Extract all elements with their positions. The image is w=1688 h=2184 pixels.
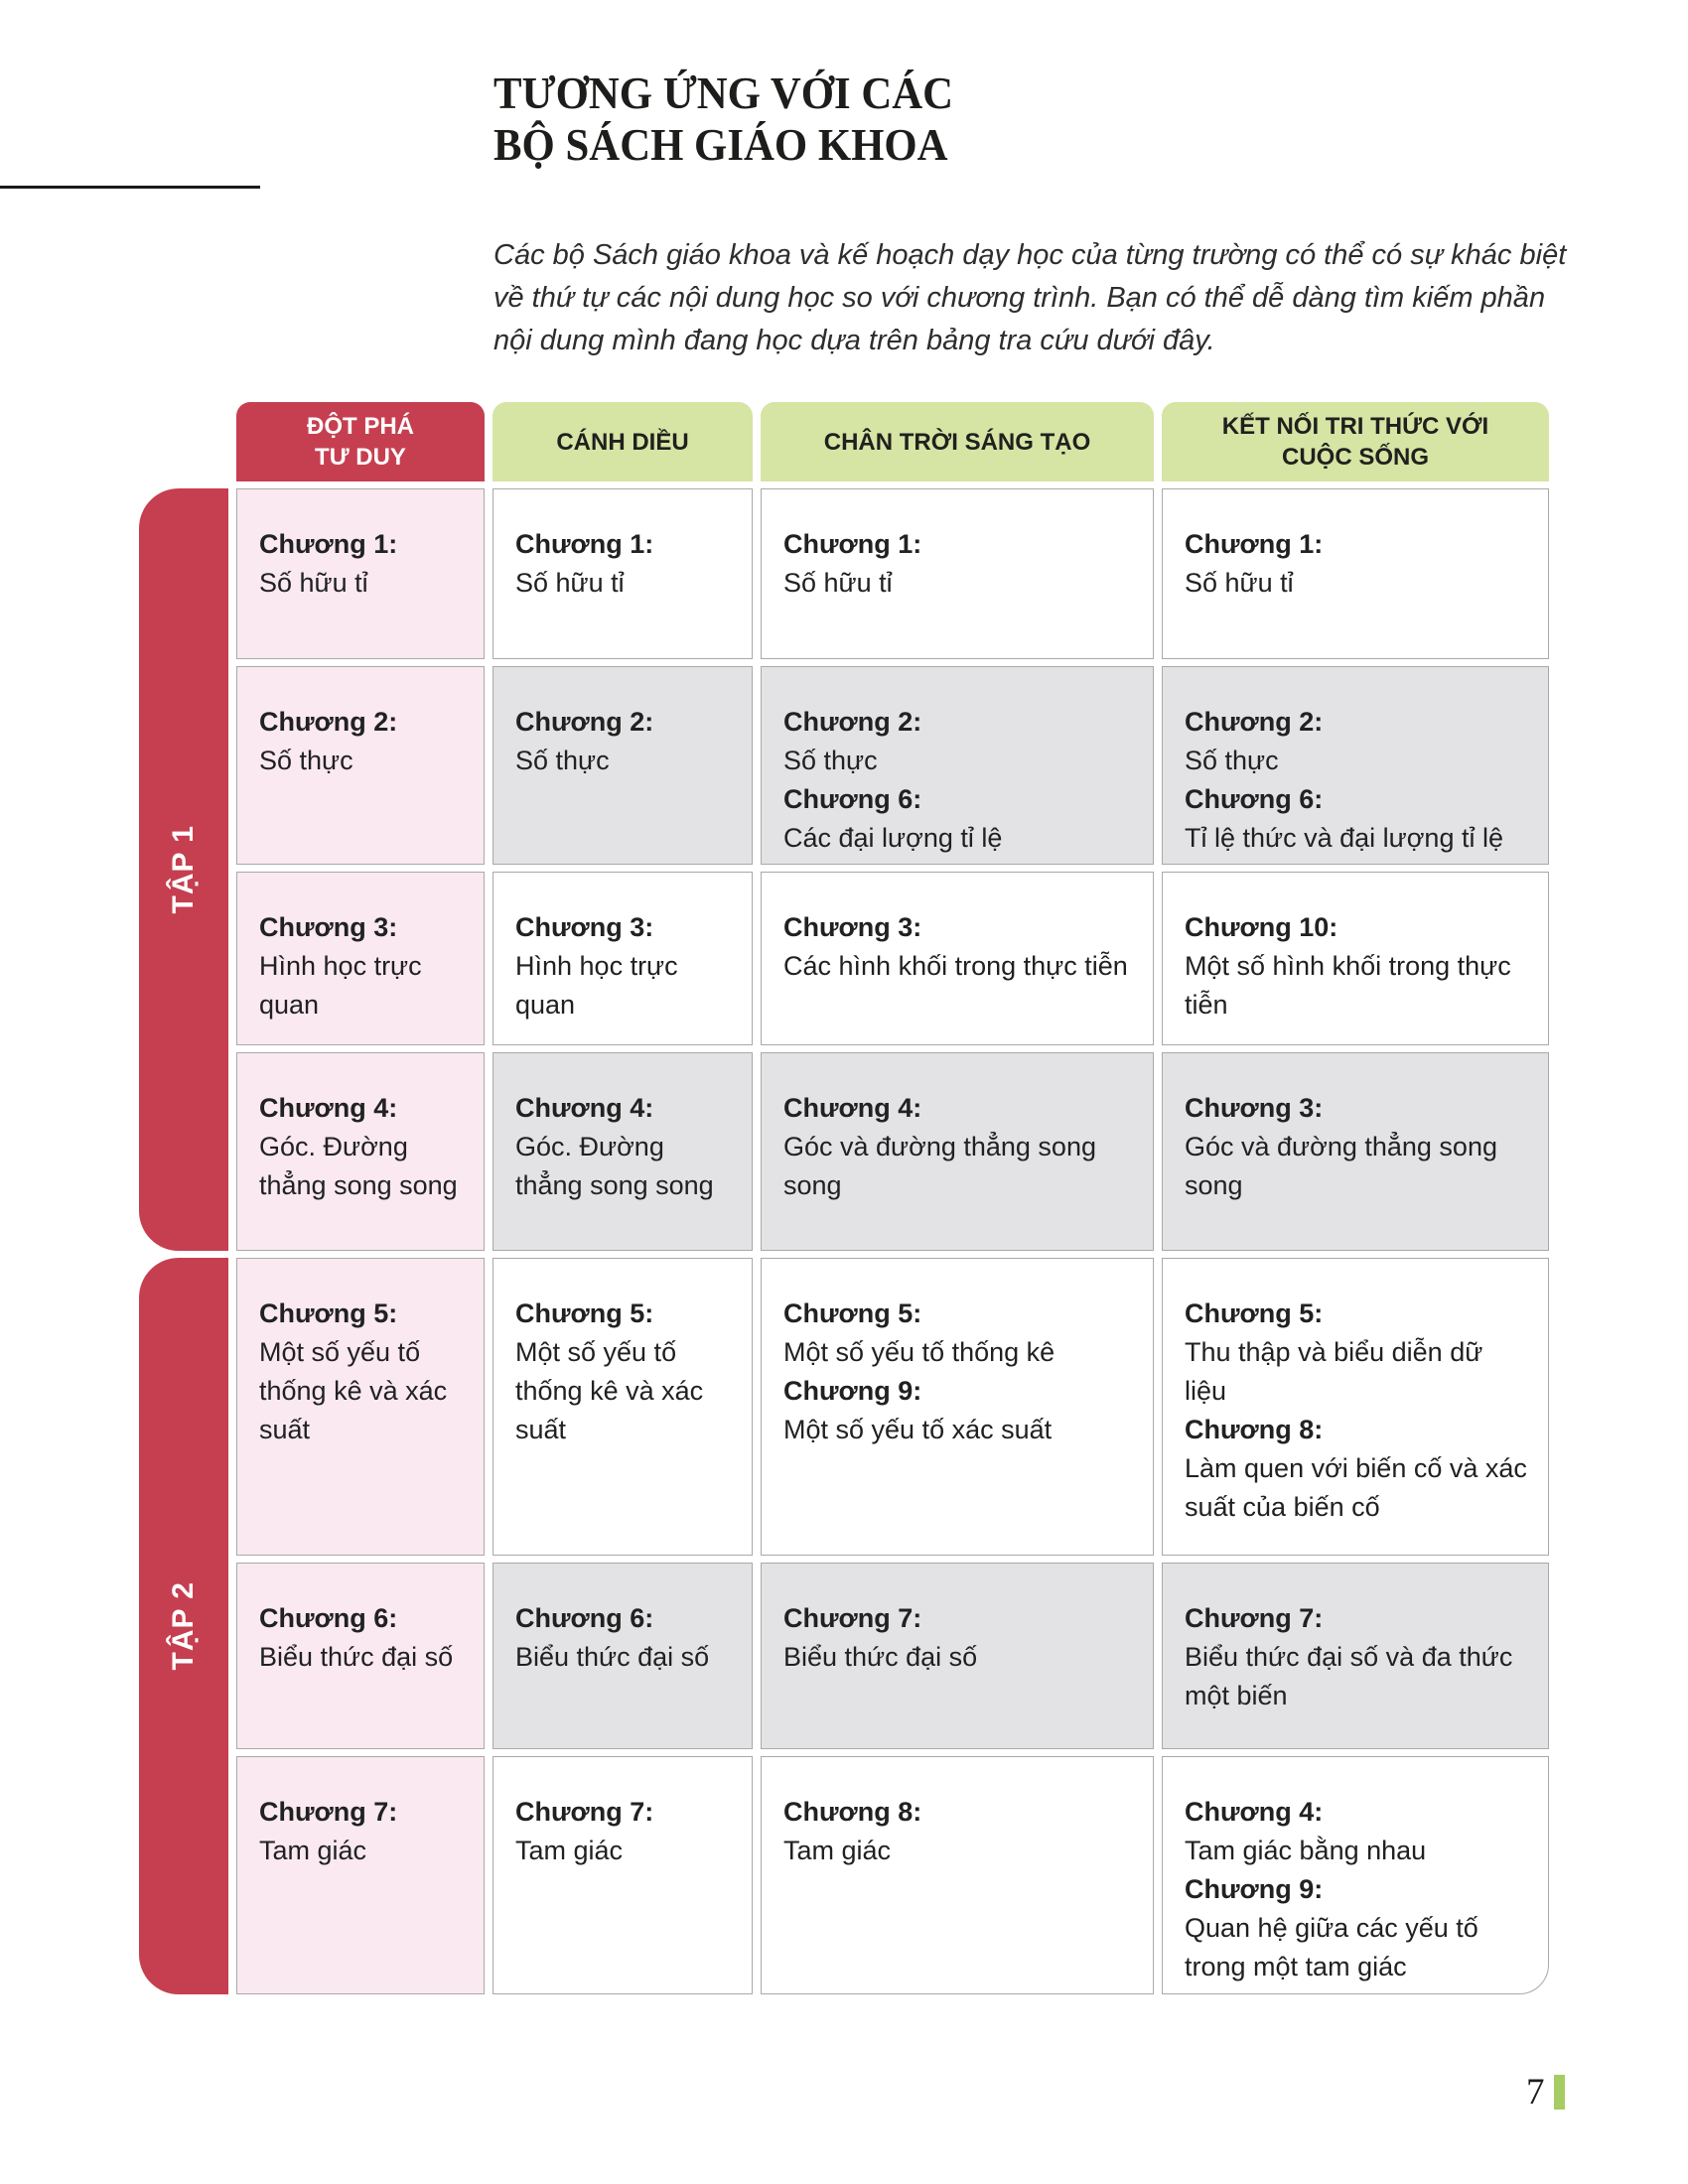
table-cell — [1162, 1563, 1549, 1749]
chapter-label: Chương 2: — [1185, 707, 1324, 737]
page-title-line-2: BỘ SÁCH GIÁO KHOA — [493, 119, 948, 170]
chapter-label: Chương 1: — [515, 529, 654, 559]
chapter-label: Chương 5: — [259, 1298, 398, 1328]
chapter-label: Chương 2: — [259, 707, 398, 737]
table-cell — [236, 1258, 485, 1556]
chapter-desc: Tam giác — [259, 1836, 367, 1865]
chapter-label: Chương 8: — [1185, 1415, 1324, 1444]
page-title — [493, 68, 953, 171]
volume-label-tap-1 — [139, 488, 228, 1251]
chapter-label: Chương 6: — [783, 784, 922, 814]
chapter-label: Chương 4: — [515, 1093, 654, 1123]
table-cell — [761, 1563, 1154, 1749]
chapter-desc: Tam giác — [783, 1836, 892, 1865]
table-cell — [1162, 872, 1549, 1045]
table-cell — [1162, 1258, 1549, 1556]
volume-label-text: TẬP 1 — [167, 825, 200, 914]
page-number — [1526, 2071, 1565, 2114]
chapter-desc: Tam giác bằng nhau — [1185, 1836, 1427, 1865]
table-cell — [1162, 1756, 1549, 1994]
chapter-label: Chương 4: — [259, 1093, 398, 1123]
chapter-label: Chương 5: — [1185, 1298, 1324, 1328]
table-cell — [492, 872, 753, 1045]
volume-label-text: TẬP 2 — [167, 1581, 200, 1671]
chapter-label: Chương 4: — [1185, 1797, 1324, 1827]
chapter-label: Chương 7: — [259, 1797, 398, 1827]
chapter-label: Chương 7: — [515, 1797, 654, 1827]
page-title-line-1: TƯƠNG ỨNG VỚI CÁC — [493, 68, 954, 118]
column-header-canh-dieu — [492, 402, 753, 481]
chapter-desc: Số thực — [783, 746, 878, 775]
chapter-label: Chương 3: — [259, 912, 398, 942]
column-header-dot-pha-tu-duy — [236, 402, 485, 481]
chapter-desc: Các đại lượng tỉ lệ — [783, 823, 1003, 853]
column-header-label: CÁNH DIỀU — [556, 428, 689, 456]
chapter-desc: Số hữu tỉ — [783, 568, 893, 598]
chapter-label: Chương 2: — [783, 707, 922, 737]
chapter-label: Chương 3: — [515, 912, 654, 942]
chapter-label: Chương 9: — [1185, 1874, 1324, 1904]
table-cell — [236, 488, 485, 659]
table-cell — [761, 666, 1154, 865]
chapter-label: Chương 7: — [1185, 1603, 1324, 1633]
table-cell — [761, 1756, 1154, 1994]
table-cell — [492, 488, 753, 659]
chapter-desc: Biểu thức đại số — [259, 1642, 454, 1672]
table-cell — [1162, 488, 1549, 659]
chapter-label: Chương 5: — [515, 1298, 654, 1328]
chapter-desc: Tỉ lệ thức và đại lượng tỉ lệ — [1185, 823, 1503, 853]
correspondence-table — [139, 402, 1549, 1994]
chapter-desc: Các hình khối trong thực tiễn — [783, 951, 1128, 981]
chapter-label: Chương 9: — [783, 1376, 922, 1406]
chapter-label: Chương 1: — [783, 529, 922, 559]
chapter-label: Chương 5: — [783, 1298, 922, 1328]
chapter-label: Chương 3: — [1185, 1093, 1324, 1123]
chapter-label: Chương 6: — [259, 1603, 398, 1633]
decorative-rule — [0, 186, 260, 189]
chapter-label: Chương 8: — [783, 1797, 922, 1827]
table-cell — [492, 1756, 753, 1994]
table-cell — [492, 666, 753, 865]
chapter-desc: Số thực — [259, 746, 353, 775]
chapter-desc: Biểu thức đại số — [783, 1642, 978, 1672]
intro-paragraph: Các bộ Sách giáo khoa và kế hoạch dạy học của từng trường có thể có sự khác biệt về thứ tự các nội dung học so với chương trình. Bạn có thể dễ dàng tìm kiếm phần nội dung mình đang học dựa trên bảng tra cứu dưới đây. — [493, 239, 1567, 356]
chapter-label: Chương 6: — [1185, 784, 1324, 814]
chapter-label: Chương 10: — [1185, 912, 1338, 942]
chapter-label: Chương 1: — [1185, 529, 1324, 559]
chapter-desc: Số thực — [1185, 746, 1279, 775]
table-cell — [761, 1258, 1154, 1556]
chapter-desc: Góc và đường thẳng song song — [1185, 1132, 1497, 1200]
chapter-desc: Tam giác — [515, 1836, 624, 1865]
page-number-value: 7 — [1526, 2072, 1545, 2113]
table-cell — [236, 872, 485, 1045]
table-cell — [236, 666, 485, 865]
chapter-desc: Quan hệ giữa các yếu tố trong một tam giác — [1185, 1913, 1478, 1981]
table-cell — [1162, 1052, 1549, 1251]
chapter-desc: Biểu thức đại số — [515, 1642, 710, 1672]
table-cell — [236, 1563, 485, 1749]
chapter-label: Chương 2: — [515, 707, 654, 737]
chapter-desc: Góc. Đường thẳng song song — [515, 1132, 714, 1200]
chapter-desc: Số hữu tỉ — [515, 568, 625, 598]
chapter-label: Chương 6: — [515, 1603, 654, 1633]
table-cell — [761, 1052, 1154, 1251]
chapter-desc: Một số yếu tố thống kê và xác suất — [259, 1337, 448, 1444]
chapter-desc: Một số yếu tố thống kê — [783, 1337, 1055, 1367]
chapter-desc: Số hữu tỉ — [1185, 568, 1294, 598]
chapter-desc: Làm quen với biến cố và xác suất của biến cố — [1185, 1453, 1527, 1522]
column-header-ket-noi-tri-thuc — [1162, 402, 1549, 481]
chapter-label: Chương 7: — [783, 1603, 922, 1633]
table-cell — [236, 1756, 485, 1994]
table-cell — [492, 1052, 753, 1251]
column-header-label: CHÂN TRỜI SÁNG TẠO — [823, 428, 1091, 456]
table-cell — [236, 1052, 485, 1251]
chapter-desc: Một số hình khối trong thực tiễn — [1185, 951, 1511, 1020]
table-cell — [1162, 666, 1549, 865]
table-cell — [761, 488, 1154, 659]
chapter-desc: Hình học trực quan — [259, 951, 422, 1020]
chapter-desc: Một số yếu tố xác suất — [783, 1415, 1053, 1444]
chapter-desc: Số thực — [515, 746, 610, 775]
chapter-desc: Biểu thức đại số và đa thức một biến — [1185, 1642, 1513, 1710]
column-header-label: KẾT NỐI TRI THỨC VỚI CUỘC SỐNG — [1221, 413, 1489, 471]
chapter-desc: Góc. Đường thẳng song song — [259, 1132, 458, 1200]
column-header-label: ĐỘT PHÁ TƯ DUY — [307, 413, 414, 471]
chapter-label: Chương 1: — [259, 529, 398, 559]
chapter-desc: Góc và đường thẳng song song — [783, 1132, 1096, 1200]
chapter-label: Chương 4: — [783, 1093, 922, 1123]
chapter-desc: Thu thập và biểu diễn dữ liệu — [1185, 1337, 1483, 1406]
table-cell — [761, 872, 1154, 1045]
chapter-desc: Số hữu tỉ — [259, 568, 368, 598]
page-number-marker — [1554, 2075, 1565, 2110]
column-header-chan-troi-sang-tao — [761, 402, 1154, 481]
chapter-label: Chương 3: — [783, 912, 922, 942]
chapter-desc: Một số yếu tố thống kê và xác suất — [515, 1337, 704, 1444]
table-cell — [492, 1563, 753, 1749]
chapter-desc: Hình học trực quan — [515, 951, 678, 1020]
table-cell — [492, 1258, 753, 1556]
volume-label-tap-2 — [139, 1258, 228, 1994]
